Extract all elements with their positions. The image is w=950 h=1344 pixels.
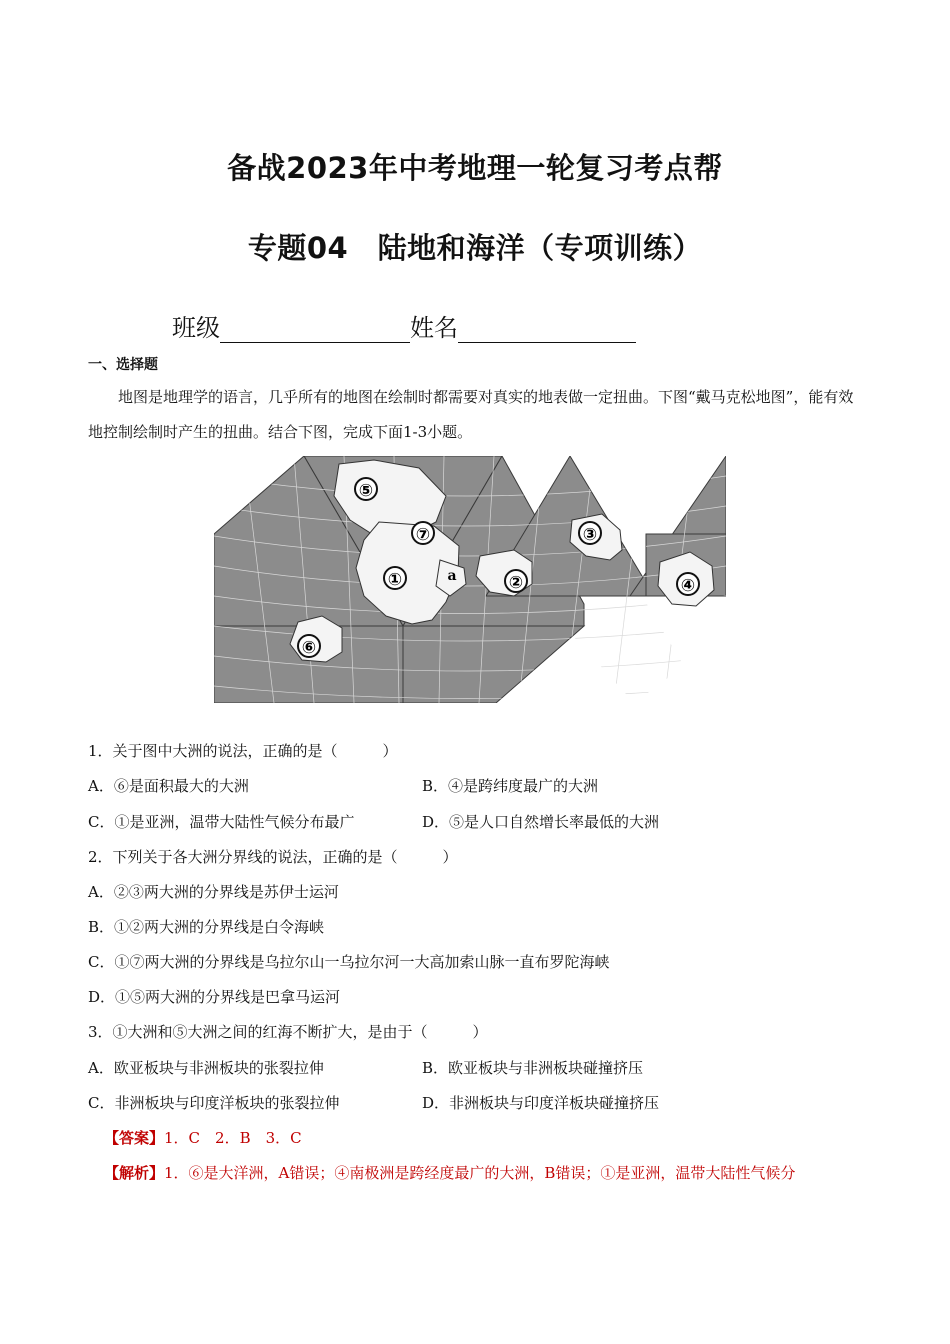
analysis-tag: 【解析】 (104, 1164, 165, 1182)
dymaxion-map (214, 456, 726, 703)
svg-text:a: a (447, 568, 457, 584)
question-2-option-d[interactable]: D．①⑤两大洲的分界线是巴拿马运河 (88, 988, 341, 1006)
document-title: 备战2023年中考地理一轮复习考点帮 (227, 151, 723, 185)
question-3-option-c[interactable]: C．非洲板块与印度洋板块的张裂拉伸 (88, 1094, 340, 1112)
document-subtitle: 专题04 陆地和海洋（专项训练） (247, 231, 703, 265)
question-1-stem: 1．关于图中大洲的说法，正确的是（ ） (88, 742, 398, 760)
class-label: 班级 (172, 314, 220, 342)
question-3-option-a[interactable]: A．欧亚板块与非洲板块的张裂拉伸 (88, 1059, 324, 1077)
question-1-option-a[interactable]: A．⑥是面积最大的大洲 (88, 777, 249, 795)
map-label-1 (384, 567, 406, 590)
question-2-option-b[interactable]: B．①②两大洲的分界线是白令海峡 (88, 918, 325, 936)
svg-text:⑥: ⑥ (301, 638, 317, 658)
question-1-option-b[interactable]: B．④是跨纬度最广的大洲 (422, 777, 599, 795)
question-3-stem: 3．①大洲和⑤大洲之间的红海不断扩大，是由于（ ） (88, 1023, 488, 1041)
intro-paragraph: 地图是地理学的语言，几乎所有的地图在绘制时都需要对真实的地表做一定扭曲。下图“戴马克松地图”，能有效地控制绘制时产生的扭曲。结合下图，完成下面1-3小题。 (88, 388, 854, 441)
map-label-5 (355, 478, 377, 501)
map-label-2 (505, 570, 527, 593)
question-2-stem: 2．下列关于各大洲分界线的说法，正确的是（ ） (88, 848, 458, 866)
svg-text:④: ④ (680, 576, 696, 596)
analysis-text: 1．⑥是大洋洲，A错误；④南极洲是跨经度最广的大洲，B错误；①是亚洲，温带大陆性气候分 (164, 1164, 796, 1182)
class-name-line (172, 308, 636, 343)
question-1-option-d[interactable]: D．⑤是人口自然增长率最低的大洲 (422, 813, 660, 831)
answer-line (104, 1127, 302, 1148)
class-blank[interactable] (220, 318, 410, 343)
question-2-option-c[interactable]: C．①⑦两大洲的分界线是乌拉尔山一乌拉尔河一大高加索山脉一直布罗陀海峡 (88, 953, 610, 971)
question-3-option-b[interactable]: B．欧亚板块与非洲板块碰撞挤压 (422, 1059, 644, 1077)
svg-text:②: ② (508, 573, 524, 593)
svg-text:③: ③ (582, 525, 598, 545)
question-2-option-a[interactable]: A．②③两大洲的分界线是苏伊士运河 (88, 883, 339, 901)
answer-tag: 【答案】 (104, 1129, 165, 1147)
svg-text:⑤: ⑤ (358, 481, 374, 501)
answer-text: 1．C 2．B 3．C (164, 1129, 302, 1147)
question-3-option-d[interactable]: D．非洲板块与印度洋板块碰撞挤压 (422, 1094, 660, 1112)
map-faces (214, 456, 726, 703)
map-label-3 (579, 522, 601, 545)
analysis-line (104, 1162, 795, 1183)
section-heading: 一、选择题 (88, 357, 158, 373)
svg-text:⑦: ⑦ (415, 525, 431, 545)
name-blank[interactable] (458, 318, 636, 343)
name-label: 姓名 (410, 314, 458, 342)
svg-text:①: ① (387, 570, 403, 590)
question-1-option-c[interactable]: C．①是亚洲，温带大陆性气候分布最广 (88, 813, 355, 831)
map-label-4 (677, 573, 699, 596)
map-label-7 (412, 522, 434, 545)
map-label-a (447, 568, 456, 584)
map-label-6 (298, 635, 320, 658)
